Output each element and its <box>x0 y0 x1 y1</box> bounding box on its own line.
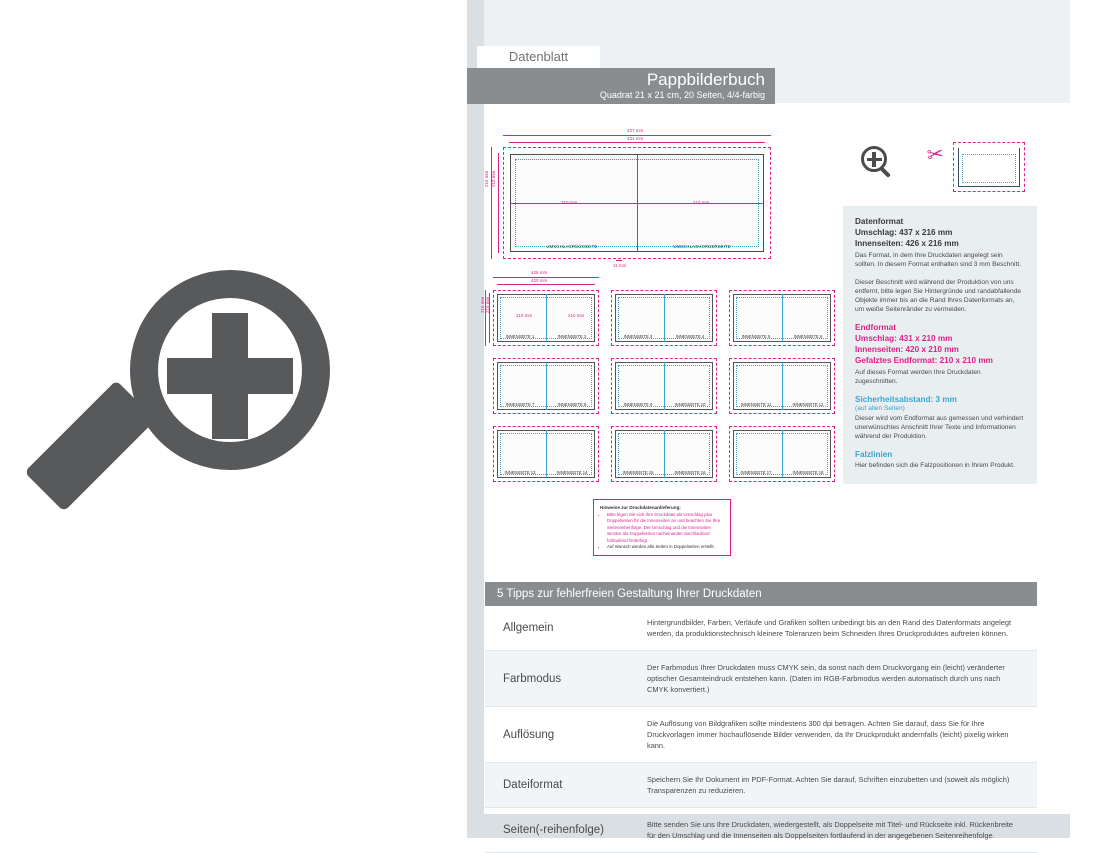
spread-item <box>493 290 599 346</box>
table-row <box>485 606 1037 651</box>
tips-row-label: Allgemein <box>503 622 554 634</box>
delivery-note-item: • Bitte legen Sie sich Ihre Druckdatei als Umschlag plus Doppelseiten für die Innenseiten an und beachten Sie Ihre Seitenreihenfolge. Der Umschlag und die Innenseiten werden als Doppelseiten nacheinander durchlaufend fortlaufend hinterlegt. <box>607 512 724 544</box>
cover-dim-half-left: 210 mm <box>561 200 578 205</box>
spread-label-right: INNENSEITE 10 <box>674 402 706 407</box>
cover-caption-back: UMSCHLAGRÜCKSEITE <box>546 244 598 249</box>
crop-preview-icon <box>953 142 1025 192</box>
page-title: Pappbilderbuch <box>646 70 765 89</box>
inner-dim-inner-line <box>497 284 595 285</box>
tips-row-label: Auflösung <box>503 728 555 741</box>
cover-dim-top-inner: 431 mm <box>627 136 644 141</box>
legend-heading-falzlinien: Falzlinien <box>855 450 893 459</box>
spread-label-left: INNENSEITE 17 <box>740 470 772 475</box>
plus-vertical <box>872 152 876 167</box>
cover-dim-spine: 11 mm <box>613 263 627 268</box>
table-row <box>485 651 1037 707</box>
inner-dim-left-inner: 210 mm <box>485 296 490 313</box>
legend-heading-endformat: Endformat <box>855 323 896 332</box>
tips-row-label: Farbmodus <box>503 672 562 685</box>
tips-row-text: Hintergrundbilder, Farben, Verläufe und Grafiken sollten unbedingt bis an den Rand des Datenformats angelegt werden, da produktionstechnisch kleinere Toleranzen beim Schneiden Ihres Druckproduktes auftreten können. <box>647 618 1012 638</box>
spread-row <box>493 358 835 414</box>
legend-panel <box>843 128 1037 484</box>
inner-dim-left-outer: 216 mm <box>480 296 485 313</box>
cover-caption-front: UMSCHLAGVORDERSEITE <box>673 244 731 249</box>
spread-label-left: INNENSEITE 15 <box>622 470 654 475</box>
cover-dim-half-right: 210 mm <box>693 200 710 205</box>
tips-row-text: Bitte senden Sie uns Ihre Druckdaten, wiedergestellt, als Doppelseite mit Titel- und Rückseite inkl. Rückenbreite für den Umschlag und die Innenseiten als Doppelseiten fortlaufend in der angegebenen Seitenreihenfolge. <box>647 820 1014 840</box>
inner-dim-top-inner: 420 mm <box>531 278 548 283</box>
spread-label-left: INNENSEITE 3 <box>623 334 653 339</box>
delivery-note-list <box>600 512 724 550</box>
datasheet-page <box>467 0 1070 838</box>
cover-dim-left-outer-line <box>491 147 492 259</box>
magnifier-handle <box>880 167 891 178</box>
legend-text: Dieser wird vom Endformat aus gemessen und verhindert unerwünschtes Anschnitt Ihrer Texte und Informationen während der Produktion. <box>855 415 1024 440</box>
spread-row <box>493 426 835 482</box>
spread-label-right: INNENSEITE 4 <box>675 334 705 339</box>
spread-labels <box>494 470 598 475</box>
tips-row-label: Dateiformat <box>503 779 563 791</box>
spread-label-right: INNENSEITE 12 <box>792 402 824 407</box>
spread-label-right: INNENSEITE 18 <box>792 470 824 475</box>
spread-label-left: INNENSEITE 13 <box>504 470 536 475</box>
inner-spreads-grid <box>493 290 835 494</box>
spread-item <box>493 358 599 414</box>
spread-labels <box>494 334 598 339</box>
crop-safety-box <box>962 154 1016 183</box>
spread-label-left: INNENSEITE 11 <box>740 402 772 407</box>
legend-body <box>843 207 1037 484</box>
cover-dim-top-outer: 437 mm <box>627 128 644 133</box>
spread-item <box>493 426 599 482</box>
cover-center-line-horizontal <box>510 203 764 204</box>
legend-header <box>843 128 1037 207</box>
spread-label-right: INNENSEITE 2 <box>557 334 587 339</box>
legend-line: Gefalztes Endformat: 210 x 210 mm <box>855 356 993 365</box>
spread-labels <box>730 470 834 475</box>
spread-item <box>611 426 717 482</box>
cover-dim-left-inner-line <box>498 153 499 253</box>
legend-text: Auf dieses Format werden Ihre Druckdaten zugeschnitten. <box>855 369 981 385</box>
spread-labels <box>612 470 716 475</box>
spread-item <box>611 290 717 346</box>
tips-title: 5 Tipps zur fehlerfreien Gestaltung Ihrer Druckdaten <box>485 582 1037 606</box>
tips-row-text: Die Auflösung von Bildgrafiken sollte mindestens 300 dpi betragen. Achten Sie darauf, dass Sie für Ihre Druckvorlagen immer hochauflösende Bilder verwenden, da Ihr Druckprodukt andernfalls (leicht) pixelig wirken kann. <box>647 719 1009 750</box>
delivery-note-box <box>593 499 731 556</box>
legend-text: Hier befinden sich die Falzpositionen in Ihrem Produkt. <box>855 462 1015 469</box>
spread-labels <box>612 402 716 407</box>
magnifier-plus-icon <box>100 270 360 540</box>
tips-row-label: Seiten(-reihenfolge) <box>503 824 605 836</box>
spread-label-right: INNENSEITE 14 <box>556 470 588 475</box>
spread-label-left: INNENSEITE 1 <box>505 334 535 339</box>
legend-line: Innenseiten: 426 x 216 mm <box>855 239 959 248</box>
plus-vertical <box>212 313 248 439</box>
spread-labels <box>730 334 834 339</box>
cover-spine-dim-line <box>616 260 622 261</box>
spread-label-right: INNENSEITE 16 <box>674 470 706 475</box>
legend-heading-sicherheitsabstand: Sicherheitsabstand: 3 mm <box>855 395 957 404</box>
spread-label-left: INNENSEITE 9 <box>623 402 653 407</box>
legend-text: Das Format, in dem Ihre Druckdaten angelegt sein sollten. In diesem Format enthalten sind 3 mm Beschnitt. <box>855 252 1022 268</box>
cover-spread-diagram <box>503 147 771 259</box>
spread-label-right: INNENSEITE 6 <box>793 334 823 339</box>
spread-labels <box>730 402 834 407</box>
inner-dim-top-outer: 426 mm <box>531 270 548 275</box>
technical-drawing <box>480 125 835 550</box>
spread-item <box>729 290 835 346</box>
spread-labels <box>494 402 598 407</box>
tips-row-text: Speichern Sie Ihr Dokument im PDF-Format. Achten Sie darauf, Schriften einzubetten und (soweit als möglich) Transparenzen zu reduzieren. <box>647 775 1010 795</box>
spread-dim-half-left: 210 mm <box>516 313 533 318</box>
cover-dim-left-outer: 216 mm <box>484 170 489 187</box>
spread-item <box>729 358 835 414</box>
legend-line: (auf allen Seiten) <box>855 405 905 412</box>
table-row <box>485 707 1037 763</box>
spread-dim-half-right: 210 mm <box>568 313 585 318</box>
datasheet-tab[interactable]: Datenblatt <box>477 46 600 68</box>
spread-label-left: INNENSEITE 7 <box>505 402 535 407</box>
cover-dim-inner-line <box>509 142 765 143</box>
cover-dim-left-inner: 210 mm <box>491 170 496 187</box>
magnifier-plus-icon <box>861 146 895 180</box>
tips-row-text: Der Farbmodus Ihrer Druckdaten muss CMYK sein, da sonst nach dem Druckvorgang ein (leicht) veränderter optischer Gesamteindruck entstehen kann. (Daten im RGB-Farbmodus werden automatisch durch uns nach CMYK konvertiert.) <box>647 663 1005 694</box>
spread-label-left: INNENSEITE 5 <box>741 334 771 339</box>
legend-heading-datenformat: Datenformat <box>855 217 904 226</box>
page-subtitle: Quadrat 21 x 21 cm, 20 Seiten, 4/4-farbig <box>599 90 765 100</box>
spread-item <box>729 426 835 482</box>
spread-label-right: INNENSEITE 8 <box>557 402 587 407</box>
spread-item <box>611 358 717 414</box>
legend-text-beschnitt: Dieser Beschnitt wird während der Produktion von uns entfernt, bitte legen Sie Hintergründe und randabfallende Objekte immer bis an die Rand Ihres Datenformats an, um weiße Seitenränder zu vermeiden. <box>855 279 1022 313</box>
delivery-note-item: • Auf Wunsch werden alle Seiten in Doppelseiten erstellt. <box>607 544 724 550</box>
spread-labels <box>612 334 716 339</box>
table-row <box>485 808 1037 853</box>
page-left-band <box>467 0 484 838</box>
tips-table <box>485 582 1037 853</box>
delivery-note-title: Hinweise zur Druckdatenanlieferung: <box>600 505 681 510</box>
legend-line: Umschlag: 437 x 216 mm <box>855 228 953 237</box>
document-title-bar <box>467 68 775 104</box>
scissors-icon: ✂ <box>925 142 946 168</box>
legend-line: Umschlag: 431 x 210 mm <box>855 334 953 343</box>
legend-line: Innenseiten: 420 x 210 mm <box>855 345 959 354</box>
spread-row <box>493 290 835 346</box>
table-row <box>485 763 1037 808</box>
